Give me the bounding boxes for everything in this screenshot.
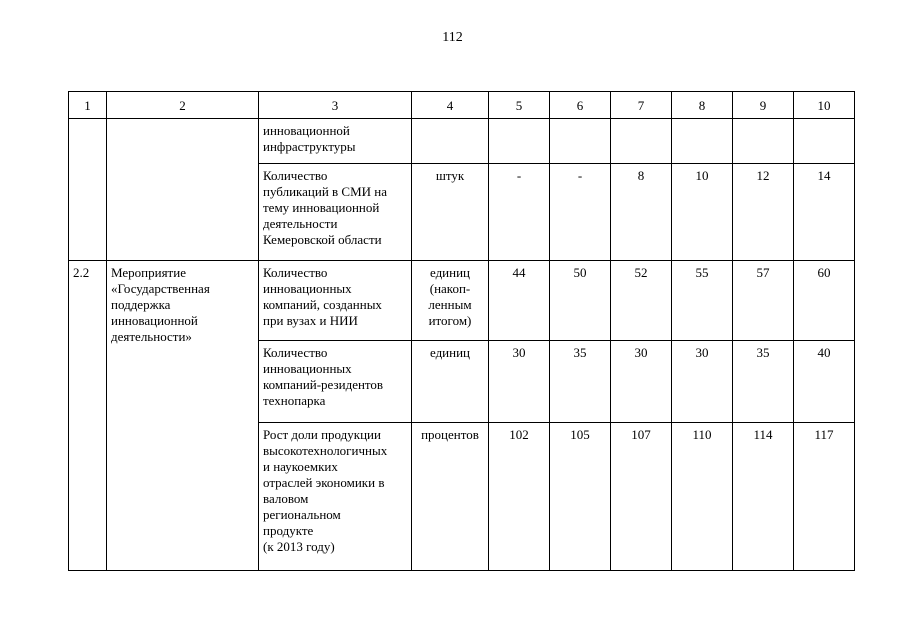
indicator-cell — [259, 164, 412, 261]
indicator-text: Количество инновационных компаний-резидентов технопарка — [263, 345, 384, 408]
value-cell: 30 — [672, 341, 733, 423]
indicator-text: Рост доли продукции высокотехнологичных и наукоемких отраслей экономики в валовом региональном продукте (к 2013 году) — [263, 427, 388, 554]
unit-text: единиц (накоп- ленным итогом) — [428, 265, 472, 328]
table-row — [69, 261, 855, 341]
header-col-6: 6 — [550, 92, 611, 119]
value-cell: 35 — [550, 341, 611, 423]
event-name-cell — [107, 261, 259, 571]
row-number-cell — [69, 119, 107, 261]
value-cell: 50 — [550, 261, 611, 341]
value-cell — [733, 119, 794, 164]
value-cell: 44 — [489, 261, 550, 341]
value-cell — [672, 119, 733, 164]
value-cell — [611, 119, 672, 164]
indicators-table — [68, 91, 855, 571]
value-cell: 60 — [794, 261, 855, 341]
value-cell — [550, 119, 611, 164]
unit-text: процентов — [421, 427, 479, 442]
value-cell: 40 — [794, 341, 855, 423]
header-col-3: 3 — [259, 92, 412, 119]
value-cell: - — [489, 164, 550, 261]
indicator-cell — [259, 119, 412, 164]
unit-cell — [412, 341, 489, 423]
row-number-cell: 2.2 — [69, 261, 107, 571]
unit-cell — [412, 423, 489, 571]
indicator-cell — [259, 423, 412, 571]
value-cell: 107 — [611, 423, 672, 571]
value-cell — [794, 119, 855, 164]
event-name-cell — [107, 119, 259, 261]
unit-cell — [412, 164, 489, 261]
value-cell: 55 — [672, 261, 733, 341]
event-name-text: Мероприятие «Государственная поддержка инновационной деятельности» — [111, 265, 210, 344]
header-col-9: 9 — [733, 92, 794, 119]
page-number: 112 — [442, 30, 463, 45]
indicator-cell — [259, 261, 412, 341]
value-cell: 52 — [611, 261, 672, 341]
unit-cell — [412, 119, 489, 164]
unit-text: единиц — [429, 345, 471, 360]
value-cell: 35 — [733, 341, 794, 423]
header-col-4: 4 — [412, 92, 489, 119]
header-col-1: 1 — [69, 92, 107, 119]
header-col-2: 2 — [107, 92, 259, 119]
unit-cell — [412, 261, 489, 341]
value-cell: 117 — [794, 423, 855, 571]
header-col-7: 7 — [611, 92, 672, 119]
value-cell: 12 — [733, 164, 794, 261]
indicator-cell — [259, 341, 412, 423]
table-row — [69, 119, 855, 164]
value-cell: 14 — [794, 164, 855, 261]
value-cell: 110 — [672, 423, 733, 571]
value-cell: 114 — [733, 423, 794, 571]
header-col-5: 5 — [489, 92, 550, 119]
value-cell: 102 — [489, 423, 550, 571]
header-col-8: 8 — [672, 92, 733, 119]
indicator-text: инновационной инфраструктуры — [263, 123, 356, 154]
value-cell: 30 — [489, 341, 550, 423]
indicator-text: Количество публикаций в СМИ на тему инновационной деятельности Кемеровской области — [263, 168, 388, 247]
header-col-10: 10 — [794, 92, 855, 119]
value-cell: 10 — [672, 164, 733, 261]
value-cell: 105 — [550, 423, 611, 571]
value-cell: 30 — [611, 341, 672, 423]
header-row — [69, 92, 855, 119]
value-cell: 57 — [733, 261, 794, 341]
unit-text: штук — [435, 168, 465, 183]
value-cell: - — [550, 164, 611, 261]
value-cell — [489, 119, 550, 164]
indicator-text: Количество инновационных компаний, созданных при вузах и НИИ — [263, 265, 382, 328]
value-cell: 8 — [611, 164, 672, 261]
